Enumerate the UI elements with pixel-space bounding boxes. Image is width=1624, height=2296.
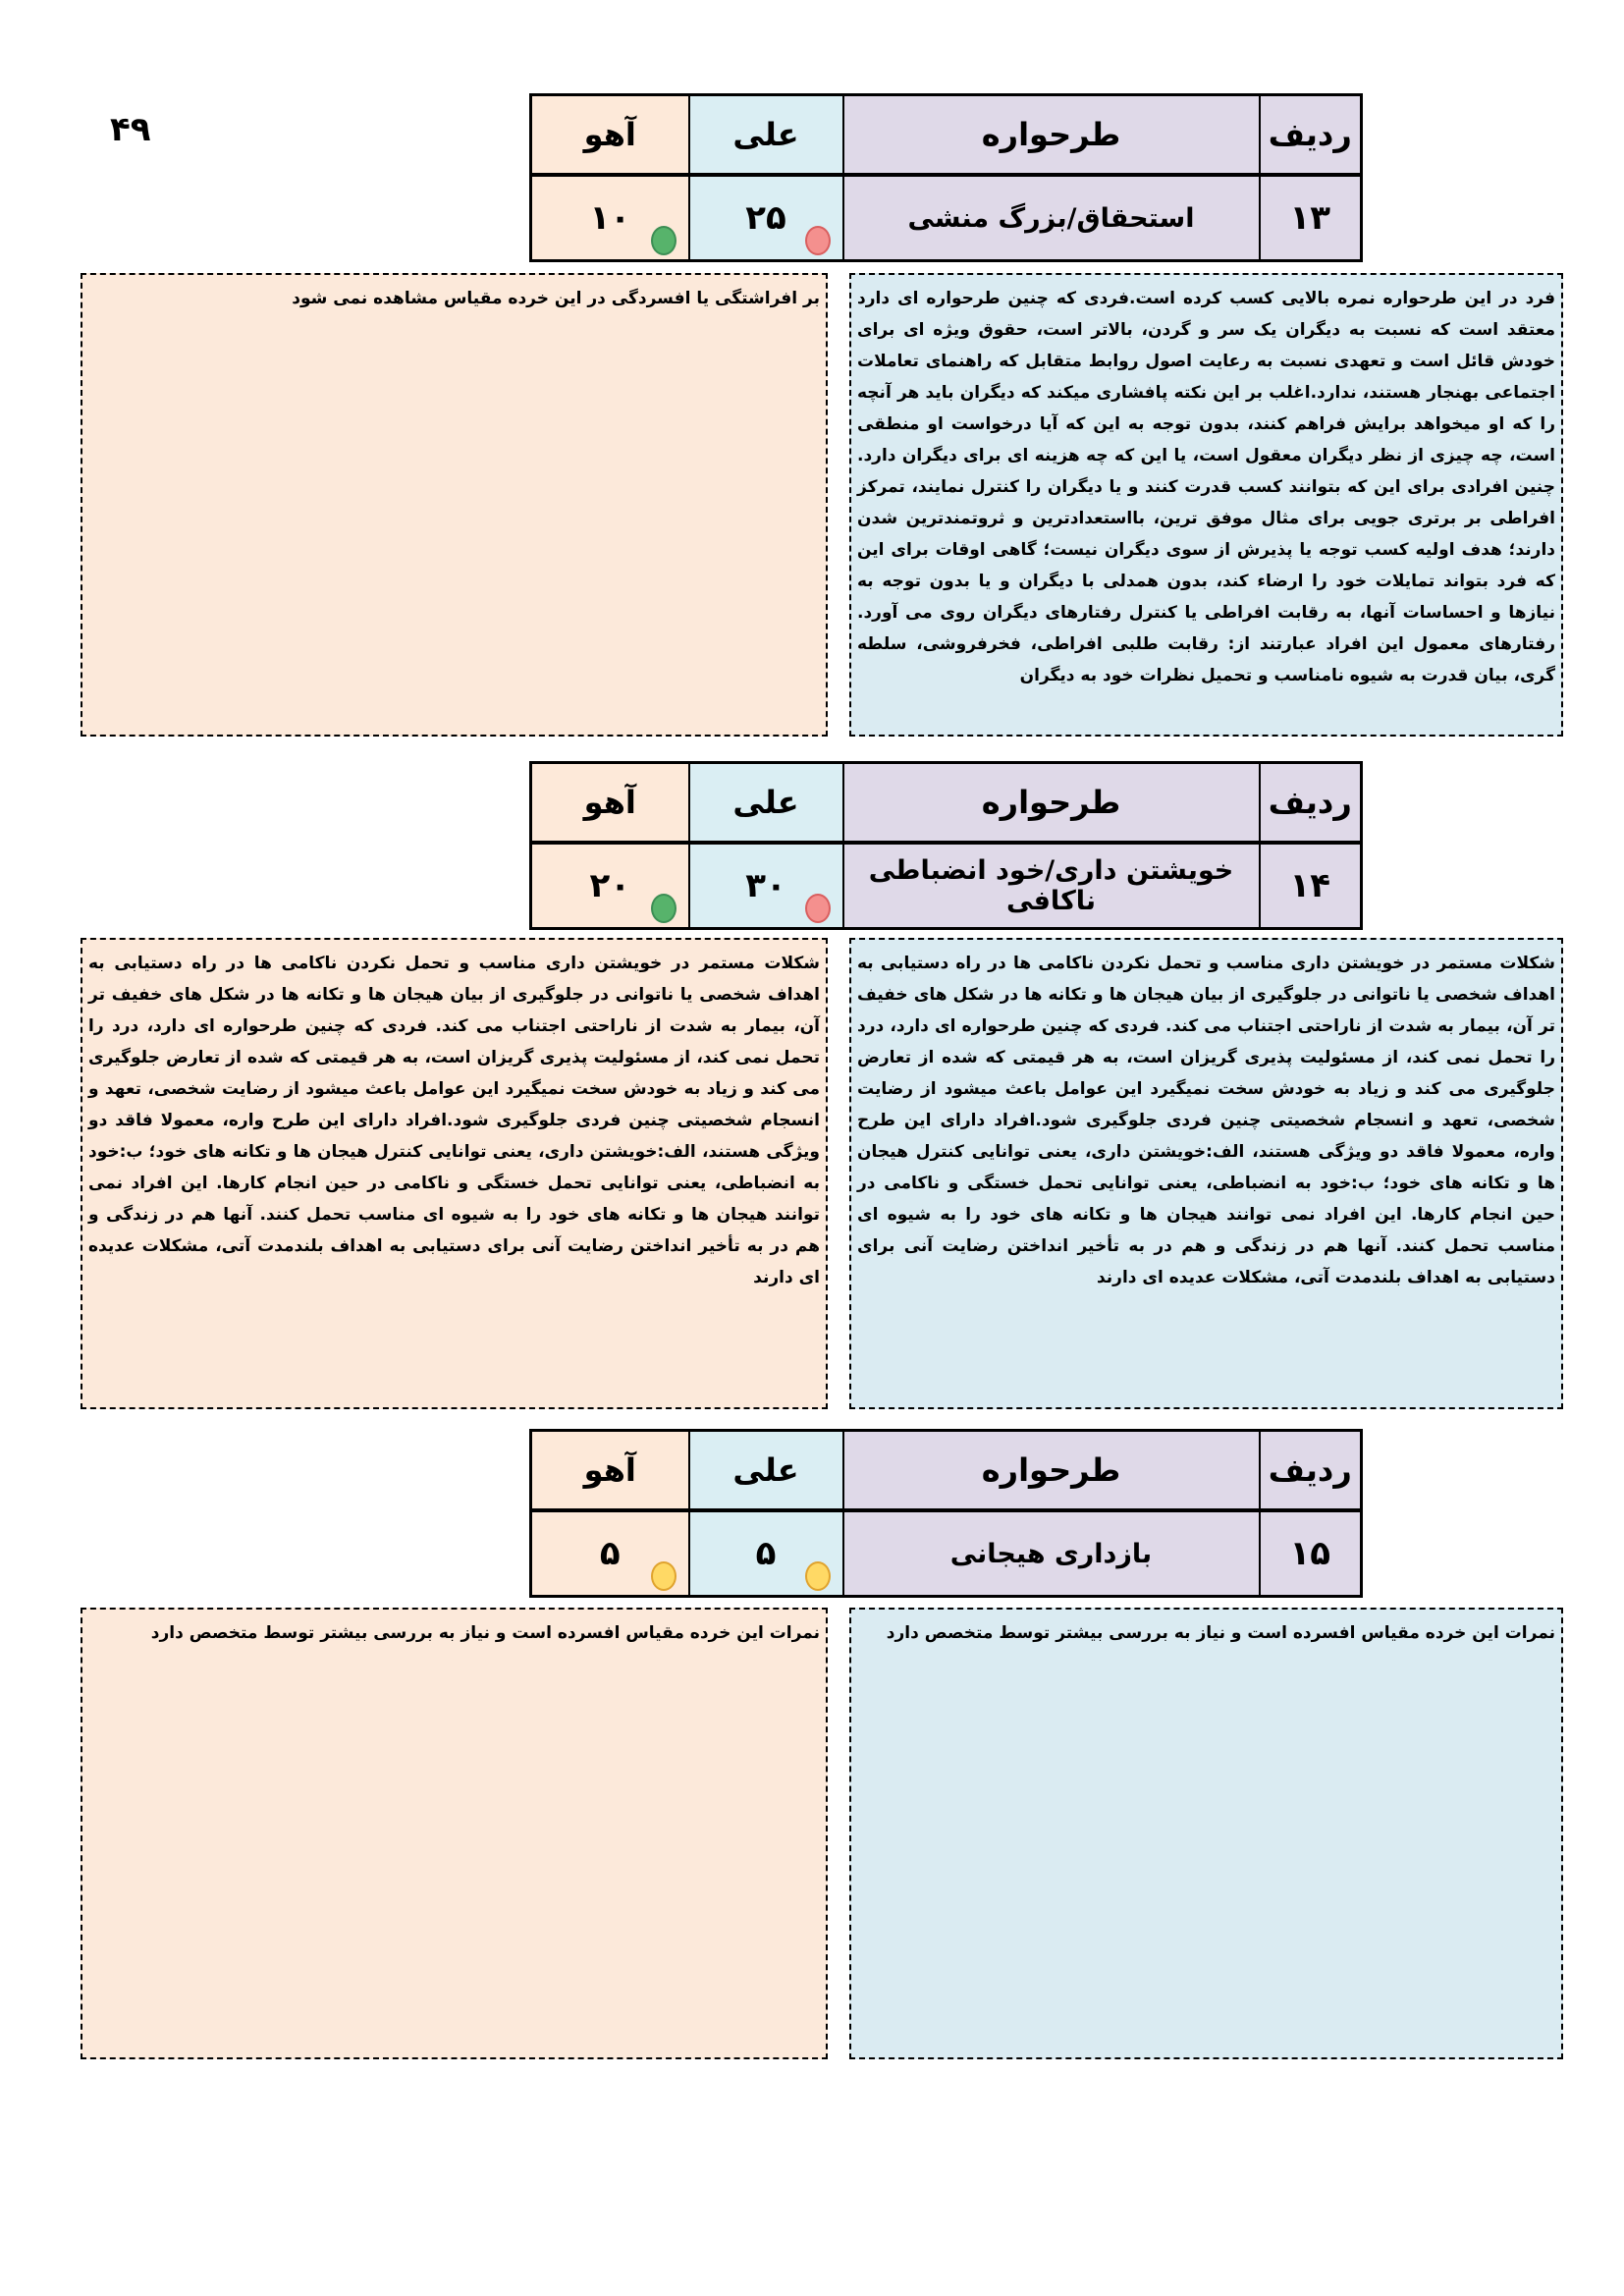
col-header-schema: طرحواره [843, 763, 1260, 844]
table-header-row [531, 763, 1362, 844]
score-table-row-15 [529, 1429, 1363, 1598]
ahoo-score-cell [531, 843, 689, 929]
table-header-row [531, 1431, 1362, 1511]
ahoo-score-dot [651, 226, 677, 255]
ahoo-note-box: بر افراشتگی یا افسردگی در این خرده مقیاس مشاهده نمی شود [81, 273, 828, 737]
ahoo-score: ۵ [599, 1534, 621, 1573]
row-number: ۱۴ [1260, 843, 1362, 929]
table-header-row [531, 95, 1362, 176]
ali-note-box: نمرات این خرده مقیاس افسرده است و نیاز به بررسی بیشتر توسط متخصص دارد [849, 1608, 1563, 2059]
page-number: ۴۹ [110, 110, 151, 149]
ali-score-cell [689, 843, 843, 929]
ahoo-score-cell [531, 1510, 689, 1597]
ali-score-cell [689, 1510, 843, 1597]
ahoo-score-dot [651, 1561, 677, 1591]
col-header-ali: علی [689, 763, 843, 844]
col-header-ahoo: آهو [531, 1431, 689, 1511]
ahoo-score: ۱۰ [589, 198, 630, 238]
col-header-schema: طرحواره [843, 1431, 1260, 1511]
ali-score-dot [805, 894, 831, 923]
col-header-ahoo: آهو [531, 95, 689, 176]
col-header-ali: علی [689, 95, 843, 176]
col-header-radif: ردیف [1260, 1431, 1362, 1511]
ahoo-score-cell [531, 175, 689, 261]
schema-name: استحقاق/بزرگ منشی [843, 175, 1260, 261]
ali-score: ۳۰ [745, 866, 786, 905]
ali-score-dot [805, 1561, 831, 1591]
table-row [531, 843, 1362, 929]
score-table-row-14 [529, 761, 1363, 930]
row-number: ۱۳ [1260, 175, 1362, 261]
score-table-row-13 [529, 93, 1363, 262]
ali-score-cell [689, 175, 843, 261]
schema-name: خویشتن داری/خود انضباطی ناکافی [843, 843, 1260, 929]
col-header-schema: طرحواره [843, 95, 1260, 176]
col-header-ali: علی [689, 1431, 843, 1511]
ahoo-score: ۲۰ [589, 866, 630, 905]
schema-name: بازداری هیجانی [843, 1510, 1260, 1597]
ali-note-box: فرد در این طرحواره نمره بالایی کسب کرده است.فردی که چنین طرحواره ای دارد معتقد است که نسبت به دیگران یک سر و گردن، بالاتر است، حقوق ویژه ای برای خودش قائل است و تعهدی نسبت به رعایت اصول روابط متقابل که راهنمای تعاملات اجتماعی بهنجار هستند، ندارد.اغلب بر این نکته پافشاری میکند که دیگران باید هر آنچه را که او میخواهد برایش فراهم کنند، بدون توجه به این که آیا درخواست او منطقی است، چه چیزی از نظر دیگران معقول است، یا این که چه هزینه ای برای دیگران دارد. چنین افرادی برای این که بتوانند کسب قدرت کنند و یا دیگران را کنترل نمایند، تمرکز افراطی بر برتری جویی برای مثال موفق ترین، بااستعدادترین و ثروتمندترین شدن دارند؛ هدف اولیه کسب توجه یا پذیرش از سوی دیگران نیست؛ گاهی اوقات برای این که فرد بتواند تمایلات خود را ارضاء کند، بدون همدلی با دیگران و یا بدون توجه به نیازها و احساسات آنها، به رقابت افراطی یا کنترل رفتارهای دیگران روی می آورد. رفتارهای معمول این افراد عبارتند از: رقابت طلبی افراطی، فخرفروشی، سلطه گری، بیان قدرت به شیوه نامناسب و تحمیل نظرات خود به دیگران [849, 273, 1563, 737]
ali-score-dot [805, 226, 831, 255]
table-row [531, 175, 1362, 261]
row-number: ۱۵ [1260, 1510, 1362, 1597]
col-header-ahoo: آهو [531, 763, 689, 844]
ahoo-note-box: شکلات مستمر در خویشتن داری مناسب و تحمل نکردن ناکامی ها در راه دستیابی به اهداف شخصی یا ناتوانی در جلوگیری از بیان هیجان ها و تکانه ها در شکل های خفیف تر آن، بیمار به شدت از ناراحتی اجتناب می کند. فردی که چنین طرحواره ای دارد، درد را تحمل نمی کند، از مسئولیت پذیری گریزان است، به هر قیمتی که شده از تعارض جلوگیری می کند و زیاد به خودش سخت نمیگیرد این عوامل باعث میشود از رضایت شخصی، تعهد و انسجام شخصیتی چنین فردی جلوگیری شود.افراد دارای این طرح واره، معمولا فاقد دو ویژگی هستند، الف:خویشتن داری، یعنی توانایی کنترل هیجان ها و تکانه های خود؛ ب:خود به انضباطی، یعنی توانایی تحمل خستگی و ناکامی در حین انجام کارها. این افراد نمی توانند هیجان ها و تکانه های خود را به شیوه ای مناسب تحمل کنند. آنها هم در زندگی و هم در به تأخیر انداختن رضایت آنی برای دستیابی به اهداف بلندمدت آتی، مشکلات عدیده ای دارند [81, 938, 828, 1409]
ali-score: ۵ [755, 1534, 777, 1573]
col-header-radif: ردیف [1260, 763, 1362, 844]
ahoo-score-dot [651, 894, 677, 923]
table-row [531, 1510, 1362, 1597]
ahoo-note-box: نمرات این خرده مقیاس افسرده است و نیاز به بررسی بیشتر توسط متخصص دارد [81, 1608, 828, 2059]
ali-note-box: شکلات مستمر در خویشتن داری مناسب و تحمل نکردن ناکامی ها در راه دستیابی به اهداف شخصی یا ناتوانی در جلوگیری از بیان هیجان ها و تکانه ها در شکل های خفیف تر آن، بیمار به شدت از ناراحتی اجتناب می کند. فردی که چنین طرحواره ای دارد، درد را تحمل نمی کند، از مسئولیت پذیری گریزان است، به هر قیمتی که شده از تعارض جلوگیری می کند و زیاد به خودش سخت نمیگیرد این عوامل باعث میشود از رضایت شخصی، تعهد و انسجام شخصیتی چنین فردی جلوگیری شود.افراد دارای این طرح واره، معمولا فاقد دو ویژگی هستند، الف:خویشتن داری، یعنی توانایی کنترل هیجان ها و تکانه های خود؛ ب:خود به انضباطی، یعنی توانایی تحمل خستگی و ناکامی در حین انجام کارها. این افراد نمی توانند هیجان ها و تکانه های خود را به شیوه ای مناسب تحمل کنند. آنها هم در زندگی و هم در به تأخیر انداختن رضایت آنی برای دستیابی به اهداف بلندمدت آتی، مشکلات عدیده ای دارند [849, 938, 1563, 1409]
ali-score: ۲۵ [745, 198, 786, 238]
col-header-radif: ردیف [1260, 95, 1362, 176]
